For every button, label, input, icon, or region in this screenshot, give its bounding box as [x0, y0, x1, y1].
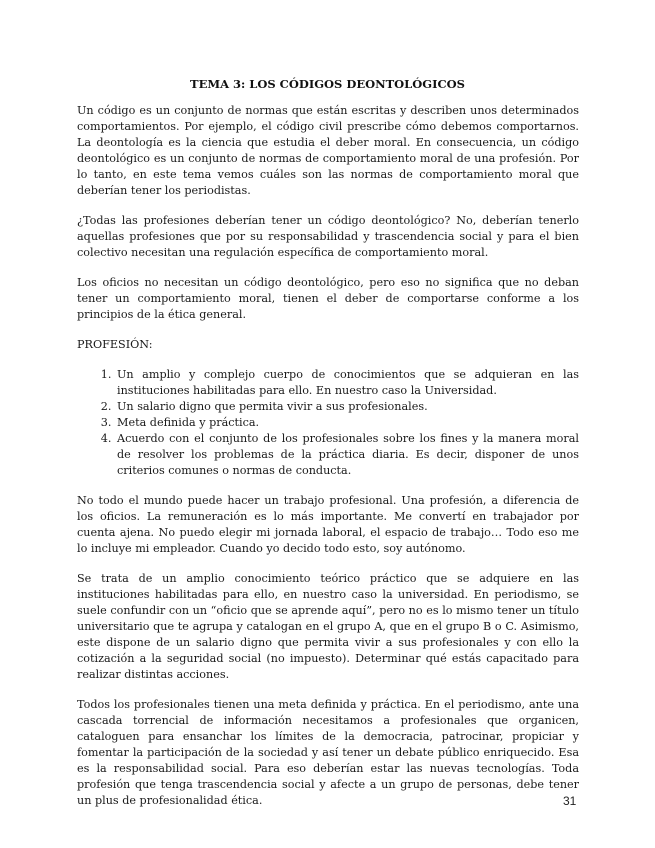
paragraph-oficios: Los oficios no necesitan un código deontológico, pero eso no significa que no deban tener un comportamiento moral, tienen el deber de comportarse conforme a los principios de la ética general.: [77, 276, 579, 321]
list-item: 4. Acuerdo con el conjunto de los profesionales sobre los fines y la manera moral de resolver los problemas de la práctica diaria. Es decir, disponer de unos criterios comunes o normas de conducta.: [115, 431, 579, 479]
paragraph-profesiones: ¿Todas las profesiones deberían tener un código deontológico? No, deberían tenerlo aquellas profesiones que por su responsabilidad y trascendencia social y para el bien colectivo necesitan una regulación específica de comportamiento moral.: [77, 214, 579, 259]
list-item: 1. Un amplio y complejo cuerpo de conocimientos que se adquieran en las instituciones habilitadas para ello. En nuestro caso la Universidad.: [115, 367, 579, 399]
section-heading: PROFESIÓN:: [77, 338, 153, 351]
paragraph-meta: Todos los profesionales tienen una meta definida y práctica. En el periodismo, ante una cascada torrencial de información necesitamos a profesionales que organicen, cataloguen para ensanchar los límites de la democracia, patrocinar, propiciar y fomentar la participación de la sociedad y así tener un debate público enriquecido. Esa es la responsabilidad social. Para eso deberían estar las nuevas tecnologías. Toda profesión que tenga trascendencia social y afecte a un grupo de personas, debe tener un plus de profesionalidad ética.: [77, 698, 579, 807]
paragraph-trabajo: No todo el mundo puede hacer un trabajo profesional. Una profesión, a diferencia de los oficios. La remuneración es lo más importante. Me convertí en trabajador por cuenta ajena. No puedo elegir mi jornada laboral, el espacio de trabajo… Todo eso me lo incluye mi empleador. Cuando yo decido todo esto, soy autónomo.: [77, 494, 579, 555]
paragraph-codigo: Un código es un conjunto de normas que están escritas y describen unos determinados comportamientos. Por ejemplo, el código civil prescribe cómo debemos comportarnos. La deontología es la ciencia que estudia el deber moral. En consecuencia, un código deontológico es un conjunto de normas de comportamiento moral de una profesión. Por lo tanto, en este tema vemos cuáles son las normas de comportamiento moral que deberían tener los periodistas.: [77, 104, 579, 197]
document-body: [77, 103, 579, 823]
profession-list: [77, 367, 579, 479]
page-title: TEMA 3: LOS CÓDIGOS DEONTOLÓGICOS: [190, 77, 465, 91]
page-number: 31: [563, 794, 577, 808]
list-item: 3. Meta definida y práctica.: [115, 415, 579, 431]
paragraph-conocimiento: Se trata de un amplio conocimiento teórico práctico que se adquiere en las instituciones habilitadas para ello, en nuestro caso la universidad. En periodismo, se suele confundir con un “oficio que se aprende aquí”, pero no es lo mismo tener un título universitario que te agrupa y catalogan en el grupo A, que en el grupo B o C. Asimismo, este dispone de un salario digno que permita vivir a sus profesionales y con ello la cotización a la seguridad social (no impuesto). Determinar qué estás capacitado para realizar distintas acciones.: [77, 572, 579, 681]
list-item: 2. Un salario digno que permita vivir a sus profesionales.: [115, 399, 579, 415]
